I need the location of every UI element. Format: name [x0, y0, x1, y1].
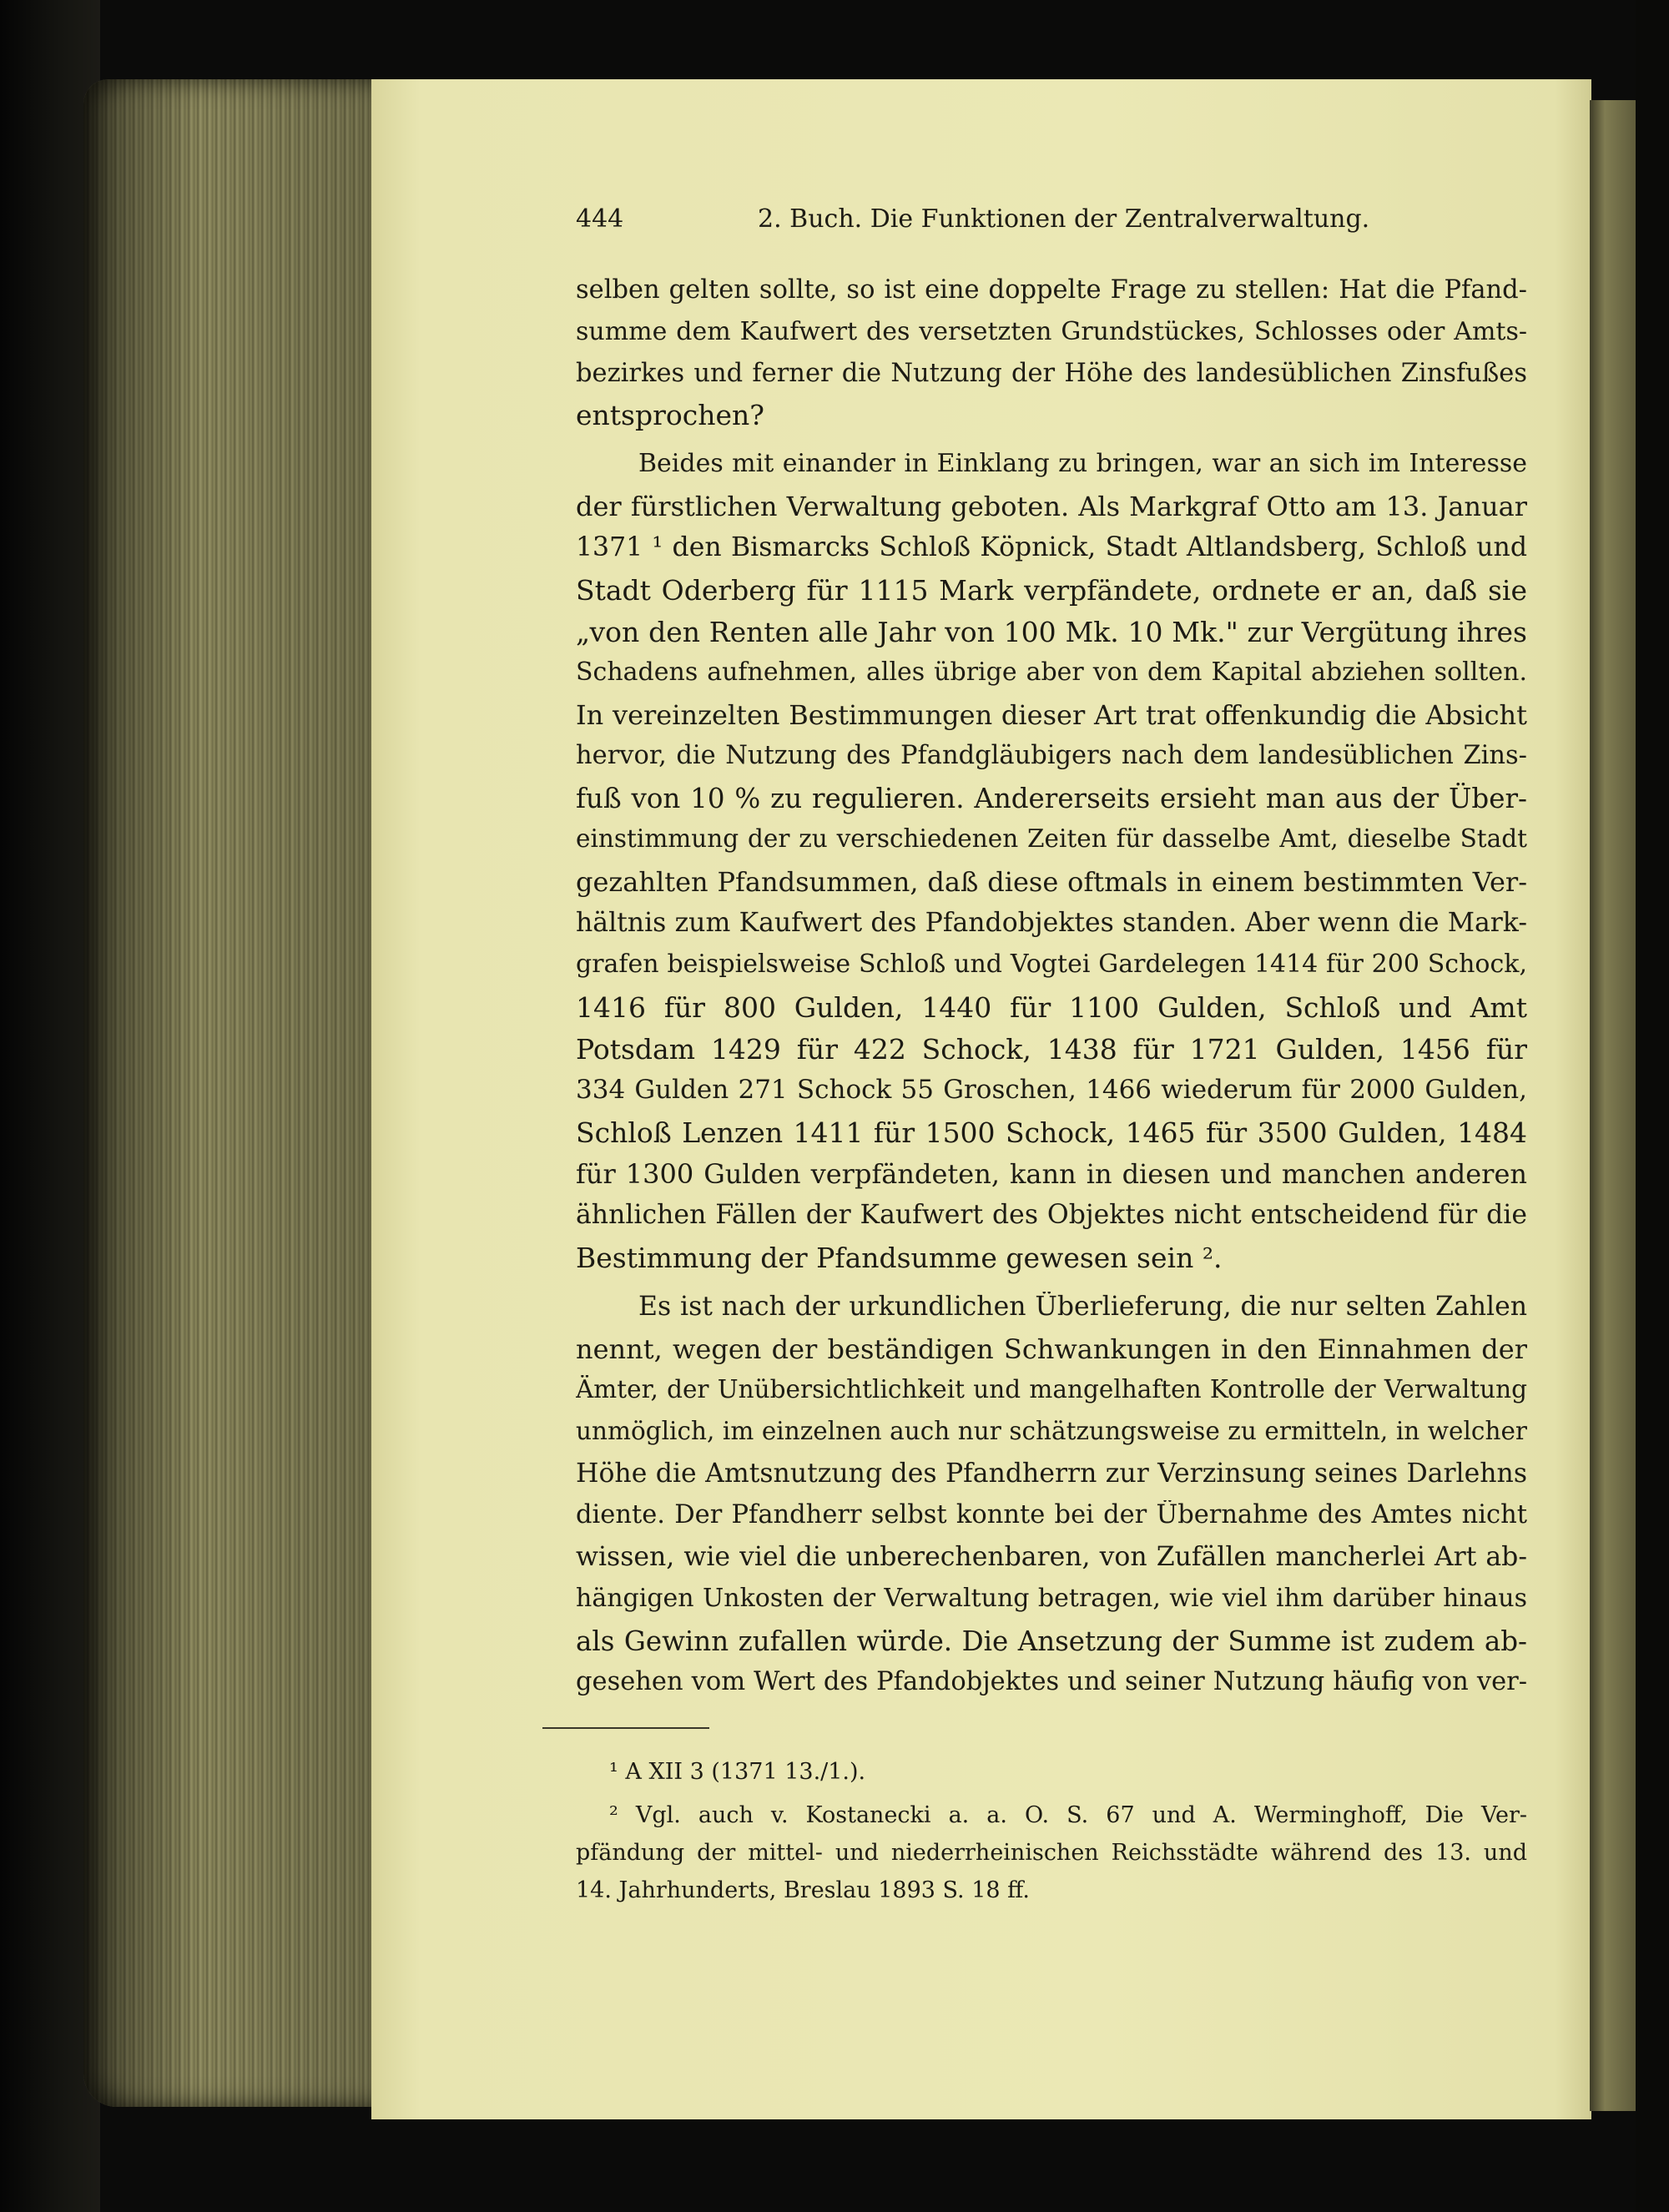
- body-line: diente. Der Pfandherr selbst konnte bei der Übernahme des Amtes nicht: [576, 1500, 1527, 1529]
- footnote-2: ² Vgl. auch v. Kostanecki a. a. O. S. 67 und A. Werminghoff, Die Ver-: [609, 1802, 1527, 1828]
- opposite-page-edge: [1590, 100, 1640, 2111]
- body-line: entsprochen?: [576, 399, 764, 431]
- body-line: hervor, die Nutzung des Pfandgläubigers nach dem landesüblichen Zins-: [576, 741, 1527, 770]
- body-line: für 1300 Gulden verpfändeten, kann in diesen und manchen anderen: [576, 1158, 1527, 1190]
- body-line: ähnlichen Fällen der Kaufwert des Objektes nicht entscheidend für die: [576, 1200, 1527, 1230]
- body-line: 1371 ¹ den Bismarcks Schloß Köpnick, Stadt Altlandsberg, Schloß und: [576, 532, 1527, 562]
- right-background: [1636, 0, 1669, 2212]
- body-line: 1416 für 800 Gulden, 1440 für 1100 Gulden, Schloß und Amt: [576, 991, 1527, 1024]
- body-line: grafen beispielsweise Schloß und Vogtei Gardelegen 1414 für 200 Schock,: [576, 950, 1527, 979]
- body-line: als Gewinn zufallen würde. Die Ansetzung der Summe ist zudem ab-: [576, 1625, 1527, 1657]
- body-line: Höhe die Amtsnutzung des Pfandherrn zur Verzinsung seines Darlehns: [576, 1459, 1527, 1489]
- body-line: hängigen Unkosten der Verwaltung betragen, wie viel ihm darüber hinaus: [576, 1584, 1527, 1613]
- body-line: Schloß Lenzen 1411 für 1500 Schock, 1465 für 3500 Gulden, 1484: [576, 1116, 1527, 1149]
- body-line: wissen, wie viel die unberechenbaren, von Zufällen mancherlei Art ab-: [576, 1542, 1527, 1572]
- body-line: selben gelten sollte, so ist eine doppelte Frage zu stellen: Hat die Pfand-: [576, 275, 1527, 305]
- body-line: gesehen vom Wert des Pfandobjektes und seiner Nutzung häufig von ver-: [576, 1667, 1527, 1696]
- footnote-rule: [542, 1727, 709, 1729]
- body-line: Bestimmung der Pfandsumme gewesen sein ².: [576, 1242, 1223, 1274]
- body-line: unmöglich, im einzelnen auch nur schätzungsweise zu ermitteln, in welcher: [576, 1417, 1527, 1445]
- body-line: Stadt Oderberg für 1115 Mark verpfändete, ordnete er an, daß sie: [576, 574, 1527, 607]
- body-line: der fürstlichen Verwaltung geboten. Als Markgraf Otto am 13. Januar: [576, 491, 1527, 522]
- body-line: Schadens aufnehmen, alles übrige aber von dem Kapital abziehen sollten.: [576, 658, 1527, 687]
- body-line: hältnis zum Kaufwert des Pfandobjektes standen. Aber wenn die Mark-: [576, 908, 1527, 938]
- page-stack-edge: [83, 79, 371, 2107]
- page-number: 444: [576, 204, 624, 234]
- body-line: Beides mit einander in Einklang zu bringen, war an sich im Interesse: [638, 449, 1527, 478]
- footnote-2-end: 14. Jahrhunderts, Breslau 1893 S. 18 ff.: [576, 1877, 1030, 1903]
- body-line: gezahlten Pfandsummen, daß diese oftmals in einem bestimmten Ver-: [576, 866, 1527, 898]
- body-line: nennt, wegen der beständigen Schwankungen in den Einnahmen der: [576, 1333, 1527, 1365]
- body-line: summe dem Kaufwert des versetzten Grundstückes, Schlosses oder Amts-: [576, 317, 1527, 346]
- body-line: bezirkes und ferner die Nutzung der Höhe des landesüblichen Zinsfußes: [576, 359, 1527, 388]
- body-line: einstimmung der zu verschiedenen Zeiten für dasselbe Amt, dieselbe Stadt: [576, 824, 1527, 853]
- body-line: Potsdam 1429 für 422 Schock, 1438 für 1721 Gulden, 1456 für: [576, 1033, 1527, 1066]
- footnote-2-cont: pfändung der mittel- und niederrheinischen Reichsstädte während des 13. und: [576, 1840, 1527, 1866]
- footnote-1: ¹ A XII 3 (1371 13./1.).: [609, 1759, 866, 1785]
- body-line: fuß von 10 % zu regulieren. Andererseits ersieht man aus der Über-: [576, 783, 1527, 814]
- body-line: „von den Renten alle Jahr von 100 Mk. 10 Mk." zur Vergütung ihres: [576, 616, 1527, 648]
- body-line: Ämter, der Unübersichtlichkeit und mangelhaften Kontrolle der Verwaltung: [576, 1375, 1527, 1403]
- body-line: Es ist nach der urkundlichen Überlieferung, die nur selten Zahlen: [638, 1292, 1527, 1322]
- running-title: 2. Buch. Die Funktionen der Zentralverwaltung.: [758, 204, 1370, 234]
- body-line: In vereinzelten Bestimmungen dieser Art trat offenkundig die Absicht: [576, 699, 1527, 731]
- body-line: 334 Gulden 271 Schock 55 Groschen, 1466 wiederum für 2000 Gulden,: [576, 1075, 1527, 1105]
